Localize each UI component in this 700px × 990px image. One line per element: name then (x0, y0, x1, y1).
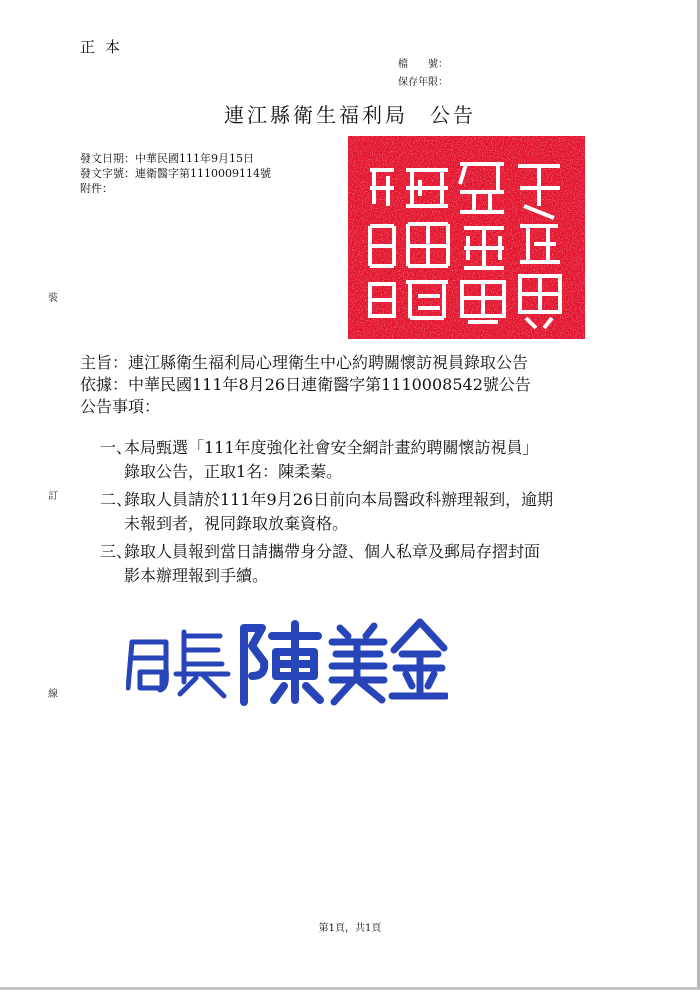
items-heading: 公告事項： (80, 397, 161, 416)
subject-line: 主旨：連江縣衛生福利局心理衛生中心約聘關懷訪視員錄取公告 (80, 353, 529, 372)
binding-mark-1: 裝 (48, 293, 58, 304)
basis-line: 依據：中華民國111年8月26日連衛醫字第1110008542號公告 (80, 375, 531, 394)
page-footer: 第1頁，共1頁 (318, 923, 382, 934)
item-line: 錄取公告，正取1名：陳柔蓁。 (124, 462, 343, 481)
heading-type: 公告 (430, 103, 476, 127)
notice-item (100, 488, 644, 536)
item-content (124, 436, 644, 484)
item-line: 本局甄選「111年度強化社會安全網計畫約聘關懷訪視員」 (124, 438, 539, 457)
item-number: 二、 (100, 490, 133, 509)
item-line: 影本辦理報到手續。 (124, 566, 269, 585)
agency-seal-stamp (348, 136, 585, 339)
item-line: 錄取人員請於111年9月26日前向本局醫政科辦理報到，逾期 (124, 490, 554, 509)
retention-label: 保存年限： (398, 77, 448, 88)
binding-mark-3: 線 (48, 689, 58, 700)
notice-items (100, 436, 644, 592)
issue-number: 發文字號：連衛醫字第1110009114號 (80, 167, 271, 180)
director-signature-stamp (126, 612, 448, 712)
notice-body (80, 352, 531, 418)
item-line: 錄取人員報到當日請攜帶身分證、個人私章及郵局存摺封面 (124, 542, 541, 561)
item-number: 三、 (100, 542, 133, 561)
binding-mark-2: 訂 (48, 491, 58, 502)
item-content (124, 488, 644, 536)
notice-item (100, 540, 644, 588)
item-line: 未報到者，視同錄取放棄資格。 (124, 514, 349, 533)
page-title (0, 99, 700, 128)
document-meta (80, 151, 271, 196)
item-number: 一、 (100, 438, 133, 457)
notice-item (100, 436, 644, 484)
attachment-label: 附件： (80, 182, 113, 195)
heading-agency: 連江縣衛生福利局 (224, 103, 408, 127)
file-number-label: 檔 號： (398, 59, 448, 70)
copy-mark: 正本 (80, 38, 131, 56)
issue-date: 發文日期：中華民國111年9月15日 (80, 152, 254, 165)
item-content (124, 540, 644, 588)
file-meta (398, 56, 448, 92)
